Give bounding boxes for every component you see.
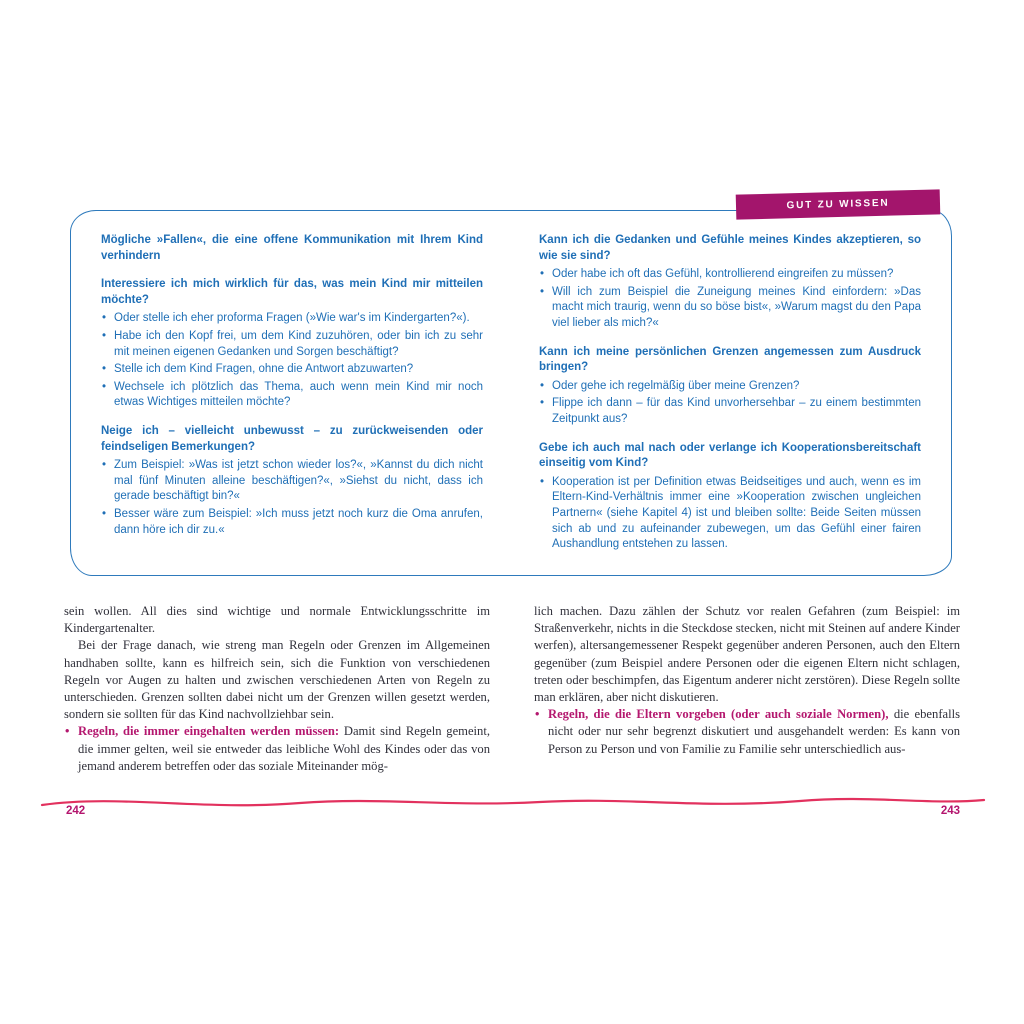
- body-text: [64, 603, 960, 775]
- infobox-bullet-item: • Oder gehe ich regelmäßig über meine Grenzen?: [539, 379, 921, 395]
- infobox-bullet-list: [539, 475, 921, 553]
- infobox-heading: Kann ich die Gedanken und Gefühle meines Kindes akzeptieren, so wie sie sind?: [539, 234, 921, 262]
- bullet-dot-icon: •: [65, 724, 70, 739]
- infobox-bullet-item: • Habe ich den Kopf frei, um dem Kind zuzuhören, oder bin ich zu sehr mit meinen eigenen Gedanken und Sorgen beschäftigt?: [101, 329, 483, 360]
- infobox-bullet-item: • Wechsele ich plötzlich das Thema, auch wenn mein Kind mir noch etwas Wichtiges mitteilen möchte?: [101, 380, 483, 411]
- wavy-divider-line: [0, 786, 1024, 818]
- infobox-heading: Mögliche »Fallen«, die eine offene Kommunikation mit Ihrem Kind verhindern: [101, 234, 483, 262]
- infobox-heading: Kann ich meine persönlichen Grenzen angemessen zum Ausdruck bringen?: [539, 345, 921, 374]
- infobox-bullet-item: • Stelle ich dem Kind Fragen, ohne die Antwort abzuwarten?: [101, 362, 483, 378]
- wavy-line-path: [42, 799, 984, 805]
- page-number-left: 242: [66, 805, 86, 817]
- infobox-bullet-item: • Oder stelle ich eher proforma Fragen (»Wie war's im Kindergarten?«).: [101, 311, 483, 327]
- infobox-bullet-list: [539, 379, 921, 428]
- info-box: [70, 210, 952, 576]
- body-paragraph: lich machen. Dazu zählen der Schutz vor realen Gefahren (zum Beispiel: im Straßenverkehr, nichts in die Steckdose stecken, nicht mit Steinen auf andere Kinder werfen), altersangemessener Respekt gegenüber anderen Personen, auch den Eltern gegenüber (zum Beispiel andere Personen oder die eigenen Eltern nicht schlagen, treten oder beschimpfen, das Eigentum anderer nicht zerstören). Diese Regeln sollte man erklären, aber nicht diskutieren.: [534, 604, 960, 705]
- body-right-column: [534, 603, 960, 775]
- infobox-bullet-item: • Oder habe ich oft das Gefühl, kontrollierend eingreifen zu müssen?: [539, 267, 921, 283]
- body-left-column: [64, 603, 490, 775]
- body-bullet-lead: Regeln, die immer eingehalten werden müssen:: [78, 724, 340, 739]
- body-bullet-paragraph: [64, 723, 490, 775]
- infobox-bullet-list: [539, 267, 921, 331]
- banner-label: GUT ZU WISSEN: [786, 197, 890, 212]
- page-number-right: 243: [940, 805, 960, 817]
- infobox-bullet-item: • Flippe ich dann – für das Kind unvorhersehbar – zu einem bestimmten Zeitpunkt aus?: [539, 396, 921, 427]
- infobox-bullet-item: • Kooperation ist per Definition etwas Beidseitiges und auch, wenn es im Eltern-Kind-Verhältnis immer eine »Kooperation zwischen ungleichen Partnern« (siehe Kapitel 4) ist und bleiben sollte: Beide Seiten müssen sich ab und zu aufeinander zubewegen, um das Gefühl einer fairen Aushandlung entstehen zu lassen.: [539, 475, 921, 553]
- infobox-bullet-item: • Zum Beispiel: »Was ist jetzt schon wieder los?«, »Kannst du dich nicht mal fünf Minuten alleine beschäftigen?«, »Siehst du nicht, dass ich gerade beschäftigt bin?«: [101, 458, 483, 505]
- bullet-dot-icon: •: [535, 707, 540, 722]
- gut-zu-wissen-banner: [736, 189, 941, 219]
- infobox-bullet-list: [101, 458, 483, 538]
- infobox-heading: Neige ich – vielleicht unbewusst – zu zurückweisenden oder feindseligen Bemerkungen?: [101, 424, 483, 453]
- body-bullet-text: die ebenfalls nicht oder nur sehr begrenzt diskutiert und ausgehandelt werden: Es kann von Person zu Person und von Familie zu Familie sehr unterschiedlich aus-: [548, 707, 961, 756]
- infobox-bullet-list: [101, 311, 483, 411]
- infobox-heading: Interessiere ich mich wirklich für das, was mein Kind mir mitteilen möchte?: [101, 278, 483, 306]
- body-paragraph: sein wollen. All dies sind wichtige und normale Entwicklungsschritte im Kindergartenalter.: [64, 604, 490, 636]
- infobox-bullet-item: • Besser wäre zum Beispiel: »Ich muss jetzt noch kurz die Oma anrufen, dann höre ich dir zu.«: [101, 507, 483, 538]
- infobox-bullet-item: • Will ich zum Beispiel die Zuneigung meines Kind einfordern: »Das macht mich traurig, wenn du so böse bist«, »Warum magst du den Papa viel lieber als mich?«: [539, 285, 921, 332]
- body-paragraph: Bei der Frage danach, wie streng man Regeln oder Grenzen im Allgemeinen handhaben sollte, kann es hilfreich sein, sich die Funktion von verschiedenen Regeln vor Augen zu halten und zwischen verschiedenen Arten von Regeln zu unterschieden. Grenzen sollten dabei nicht um der Grenzen willen gesetzt werden, sondern sie sollten für das Kind nachvollziehbar sein.: [64, 638, 490, 722]
- body-bullet-paragraph: [534, 706, 960, 758]
- body-bullet-lead: Regeln, die die Eltern vorgeben (oder auch soziale Normen),: [548, 707, 889, 722]
- infobox-heading: Gebe ich auch mal nach oder verlange ich Kooperationsbereitschaft einseitig vom Kind?: [539, 441, 921, 470]
- infobox-right-column: [539, 233, 921, 557]
- body-bullet-text: Damit sind Regeln gemeint, die immer gelten, weil sie entweder das leibliche Wohl des Kindes oder das von jemand anderem betreffen oder das soziale Miteinander mög-: [78, 724, 491, 773]
- infobox-left-column: [101, 233, 483, 557]
